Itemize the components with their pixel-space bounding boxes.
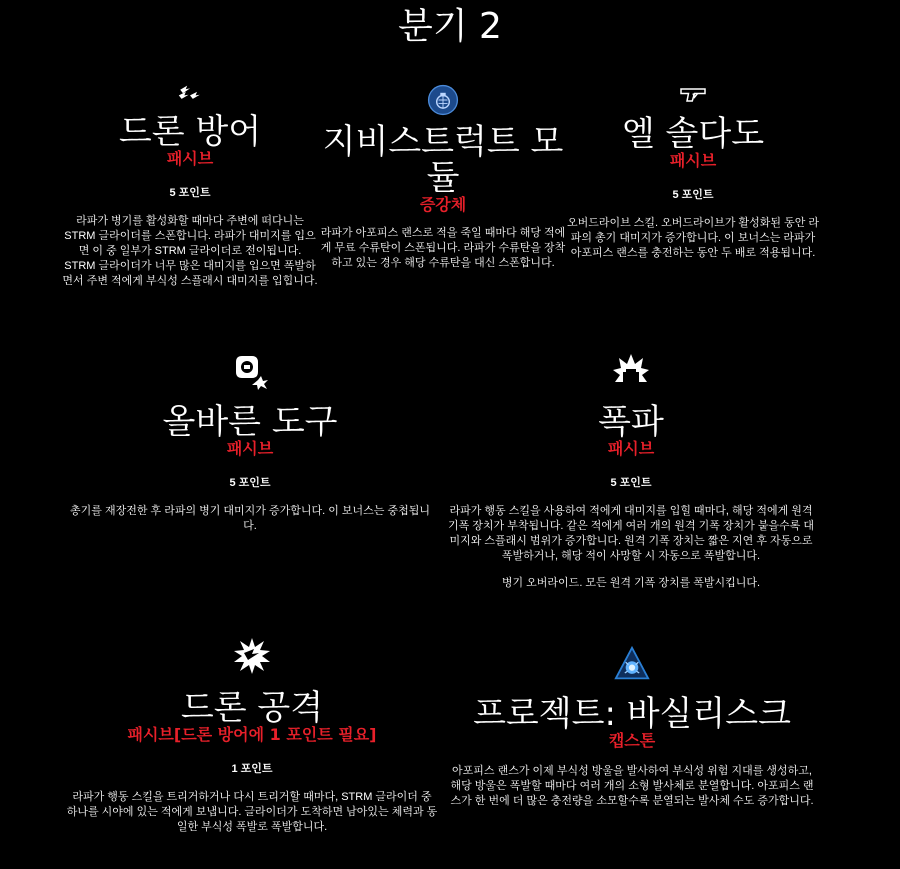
grenade-module-icon xyxy=(425,82,461,118)
skill-name: 폭파 xyxy=(598,402,664,442)
skill-augment-module[interactable] xyxy=(318,82,568,271)
skill-type: 패시브 xyxy=(226,439,274,458)
skill-drone-strike[interactable] xyxy=(66,636,438,835)
drone-defense-icon xyxy=(173,80,207,108)
skill-override-description: 병기 오버라이드. 모든 원격 기폭 장치를 폭발시킵니다. xyxy=(501,577,761,589)
skill-points: 1 포인트 xyxy=(231,763,273,775)
skill-name: 지비스트럭트 모듈 xyxy=(322,122,564,198)
skill-name: 올바른 도구 xyxy=(162,402,338,442)
page-title: 분기 2 xyxy=(398,6,502,47)
skill-type: 패시브 xyxy=(166,149,214,168)
skill-drone-defense[interactable] xyxy=(62,80,318,289)
skill-capstone-basilisk[interactable] xyxy=(446,646,818,809)
skill-description: 라파가 행동 스킬을 사용하여 적에게 대미지를 입힐 때마다, 해당 적에게 원격 기폭 장치가 부착됩니다. 같은 적에게 여러 개의 원격 기폭 장치가 붙을수록 대미지와 스플래시 범위가 증가합니다. 원격 기폭 장치는 짧은 지연 후 자동으로 폭발하거나, 해당 적이 사망할 시 자동으로 폭발합니다. xyxy=(447,505,815,562)
pistol-icon xyxy=(675,80,711,110)
skill-name: 드론 방어 xyxy=(118,112,262,152)
skill-name: 드론 공격 xyxy=(180,688,324,728)
skill-type: 증강체 xyxy=(419,195,467,214)
skill-type: 패시브 xyxy=(607,439,655,458)
skill-type: 캡스톤 xyxy=(608,731,656,750)
drone-strike-icon xyxy=(230,636,274,676)
skill-description: 총기를 재장전한 후 라파의 병기 대미지가 증가합니다. 이 보너스는 중첩됩니다. xyxy=(70,505,430,532)
skill-description: 오버드라이브 스킬. 오버드라이브가 활성화된 동안 라파의 총기 대미지가 증가합니다. 이 보너스는 라파가 아포피스 랜스를 충전하는 동안 두 배로 적용됩니다. xyxy=(566,217,820,259)
skill-name: 엘 솔다도 xyxy=(621,114,765,154)
skill-points: 5 포인트 xyxy=(610,477,652,489)
skill-el-soldado[interactable] xyxy=(565,80,821,261)
skill-description: 라파가 병기를 활성화할 때마다 주변에 떠다니는 STRM 글라이더를 스폰합니다. 라파가 대미지를 입으면 이 중 일부가 STRM 글라이더로 전이됩니다. STRM 글라이더가 너무 많은 대미지를 입으면 폭발하면서 주변 적에게 부식성 스플래시 대미지를 입힙니다. xyxy=(62,215,318,287)
reload-tool-icon xyxy=(230,352,270,392)
skill-detonation[interactable] xyxy=(444,352,818,591)
skill-points: 5 포인트 xyxy=(672,189,714,201)
skill-description: 라파가 아포피스 랜스로 적을 죽일 때마다 해당 적에게 무료 수류탄이 스폰됩니다. 라파가 수류탄을 장착하고 있는 경우 해당 수류탄을 대신 스폰합니다. xyxy=(320,227,566,269)
skill-points: 5 포인트 xyxy=(169,187,211,199)
skill-description: 아포피스 랜스가 이제 부식성 방울을 발사하여 부식성 위험 지대를 생성하고, 해당 방울은 폭발할 때마다 여러 개의 소형 발사체로 분열합니다. 아포피스 랜스가 한 번에 더 많은 충전량을 소모할수록 분열되는 발사체 수도 증가합니다. xyxy=(450,765,814,807)
skill-type: 패시브[드론 방어에 1 포인트 필요] xyxy=(127,725,377,744)
skill-points: 5 포인트 xyxy=(229,477,271,489)
skill-right-tool[interactable] xyxy=(70,352,430,534)
skill-name: 프로젝트: 바실리스크 xyxy=(473,694,791,734)
skill-type: 패시브 xyxy=(669,151,717,170)
basilisk-capstone-icon xyxy=(614,646,650,682)
skill-description: 라파가 행동 스킬을 트리거하거나 다시 트리거할 때마다, STRM 글라이더 중 하나를 시야에 있는 적에게 보냅니다. 글라이더가 도착하면 남아있는 체력과 동일한 부식성 폭발로 폭발합니다. xyxy=(66,791,438,833)
detonation-icon xyxy=(611,352,651,392)
